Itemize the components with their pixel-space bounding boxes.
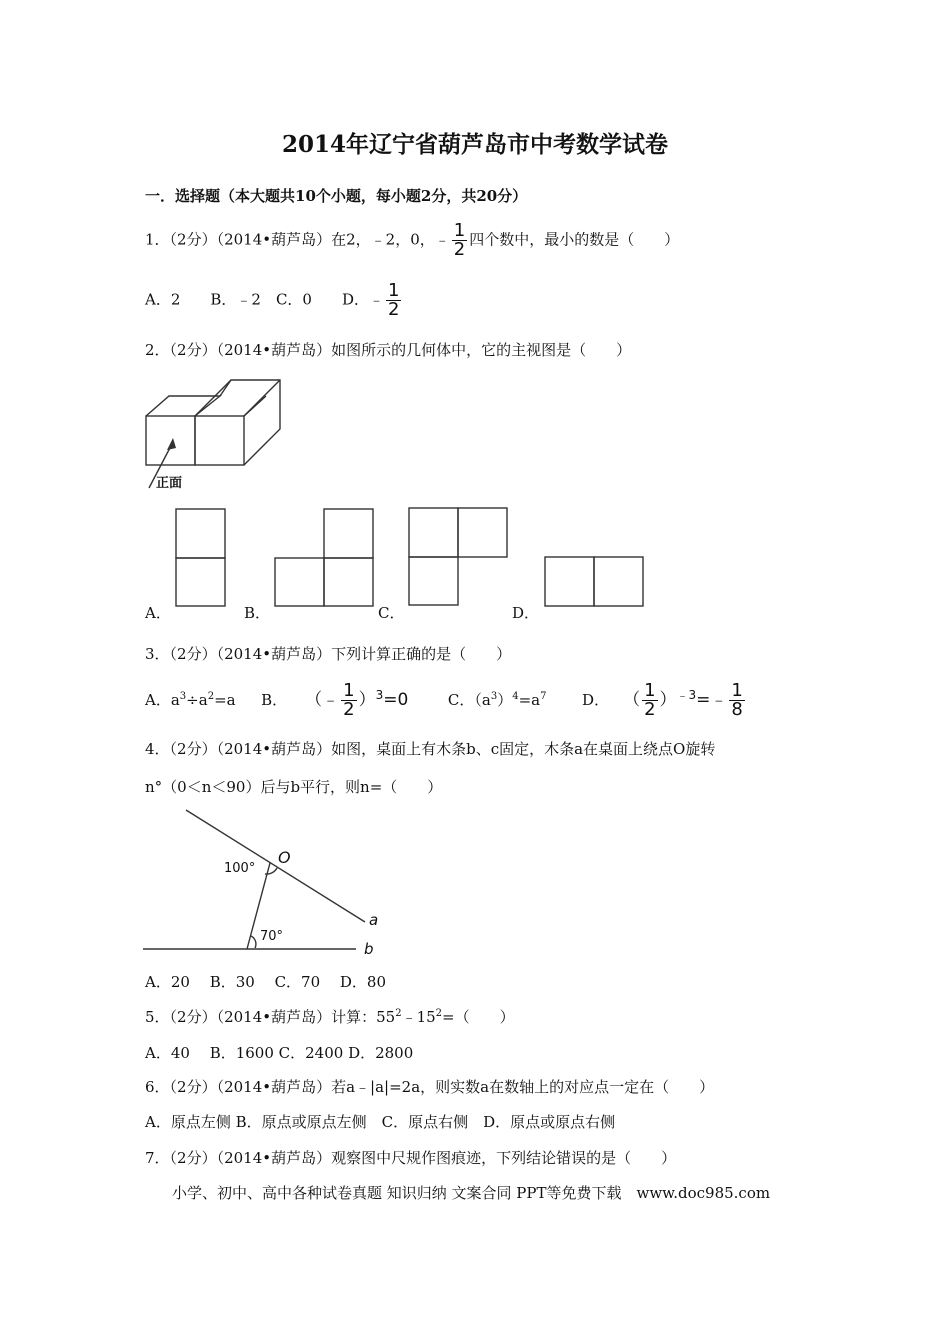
question-6: 6．（2分）（2014•葫芦岛）若a﹣|a|=2a，则实数a在数轴上的对应点一定在（ ） <box>145 1078 715 1096</box>
question-3-options <box>145 682 747 719</box>
question-3: 3．（2分）（2014•葫芦岛）下列计算正确的是（ ） <box>145 645 512 663</box>
q2-option-b-figure <box>274 508 376 608</box>
question-4-line-1: 4．（2分）（2014•葫芦岛）如图，桌面上有木条b、c固定，木条a在桌面上绕点O旋转 <box>145 740 716 758</box>
page-footer: 小学、初中、高中各种试卷真题 知识归纳 文案合同 PPT等免费下载 www.doc985.com <box>172 1184 771 1202</box>
section-heading: 一．选择题（本大题共10个小题，每小题2分，共20分） <box>145 187 528 205</box>
q4-label-a: a <box>369 911 379 929</box>
q2-option-c-figure <box>408 507 510 607</box>
q3-option-b: B． （﹣ $\frac{1}{2}$ ）$^3$=0 <box>261 680 409 720</box>
q3-option-d: D． （ $\frac{1}{2}$ ）$^{﹣3}$=﹣ $\frac{1}{8}$ <box>582 680 743 720</box>
q3-option-c: C．$(a^3)^4=a^7$ <box>447 690 547 709</box>
question-4-options: A．20 B．30 C．70 D．80 <box>145 973 387 991</box>
q2-option-b-label: B． <box>244 604 271 622</box>
q4-label-O: O <box>278 848 291 867</box>
q1-stem-a: 1．（2分）（2014•葫芦岛）在2，﹣2，0，﹣ <box>145 230 450 249</box>
question-1 <box>145 222 679 259</box>
q2-option-a-figure <box>175 508 227 608</box>
q4-angle-100: 100° <box>224 861 256 876</box>
q1-stem-b: 四个数中，最小的数是（ ） <box>469 230 680 249</box>
question-5: 5．（2分）（2014•葫芦岛）计算：$55^2﹣15^2=$（ ） <box>145 1008 515 1026</box>
question-5-options: A．40 B．1600 C．2400 D．2800 <box>145 1044 414 1062</box>
question-4-line-2: n°（0＜n＜90）后与b平行，则n=（ ） <box>145 778 443 796</box>
q2-option-d-figure <box>544 556 646 608</box>
q2-front-label: 正面 <box>156 476 183 491</box>
q2-option-a-label: A． <box>145 604 171 622</box>
page-title: 2014年辽宁省葫芦岛市中考数学试卷 <box>281 131 668 158</box>
q1-fraction: $\frac{1}{2}$ <box>453 220 466 260</box>
question-6-options: A．原点左侧 B．原点或原点左侧 C．原点右侧 D．原点或原点右侧 <box>145 1113 616 1131</box>
q2-option-d-label: D． <box>512 604 540 622</box>
question-7: 7．（2分）（2014•葫芦岛）观察图中尺规作图痕迹，下列结论错误的是（ ） <box>145 1149 677 1167</box>
q4-angle-70: 70° <box>260 929 284 944</box>
q3-option-a: A．$a^3\div a^2=a$ <box>145 690 236 709</box>
q4-label-b: b <box>364 940 374 958</box>
q2-option-c-label: C． <box>378 604 405 622</box>
question-1-options: A．2 B．﹣2 C．0 D．﹣ $\frac{1}{2}$ <box>145 280 400 320</box>
question-2: 2．（2分）（2014•葫芦岛）如图所示的几何体中，它的主视图是（ ） <box>145 341 632 359</box>
q1-optD-fraction: $\frac{1}{2}$ <box>388 280 400 320</box>
